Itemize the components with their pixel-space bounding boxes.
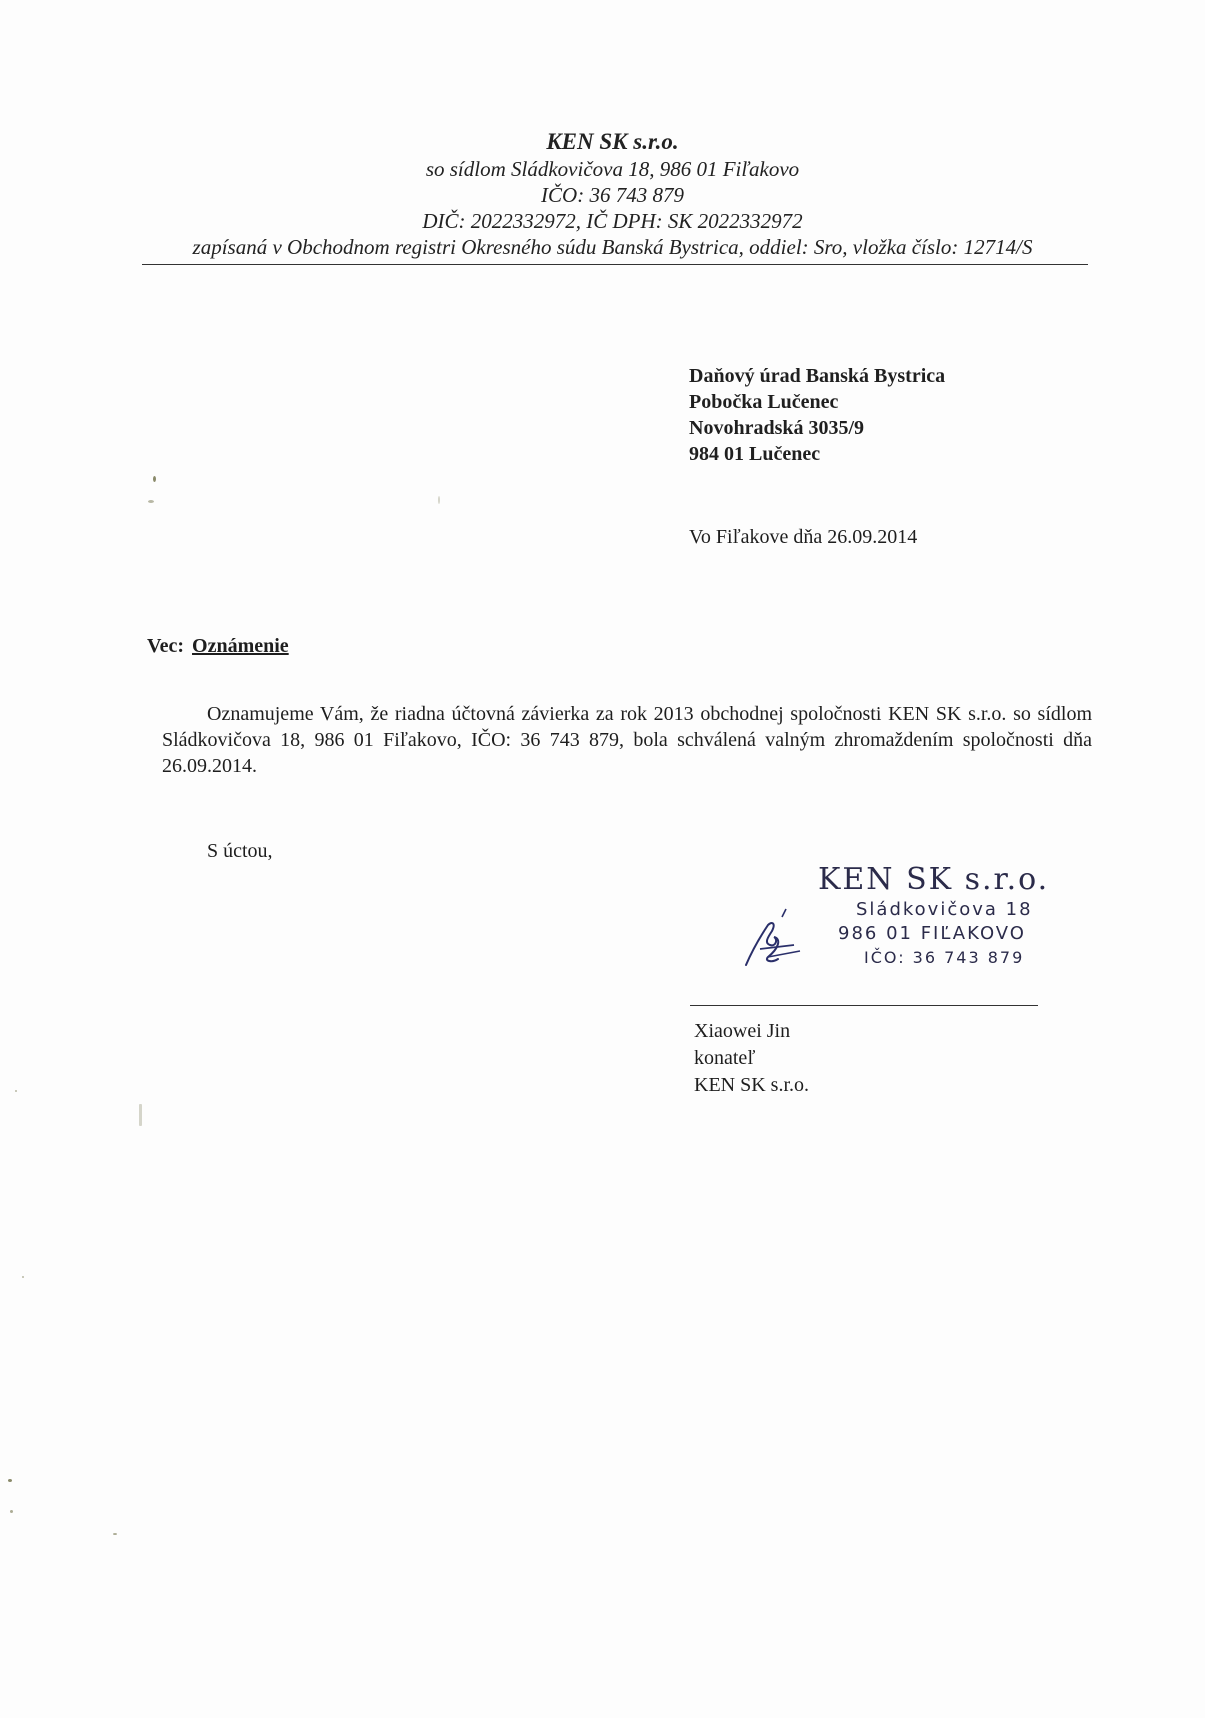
letterhead: [140, 128, 1085, 260]
letterhead-register: zapísaná v Obchodnom registri Okresného súdu Banská Bystrica, oddiel: Sro, vložka číslo: 12714/S: [192, 235, 1033, 259]
signature-line: [690, 1005, 1038, 1006]
place-and-date: Vo Fiľakove dňa 26.09.2014: [689, 526, 918, 548]
body-paragraph: Oznamujeme Vám, že riadna účtovná závierka za rok 2013 obchodnej spoločnosti KEN SK s.r.o. so sídlom Sládkovičova 18, 986 01 Fiľakovo, IČO: 36 743 879, bola schválená valným zhromaždením spoločnosti dňa 26.09.2014.: [162, 703, 1092, 777]
recipient-line: Novohradská 3035/9: [689, 417, 865, 439]
scan-speck: [438, 496, 440, 504]
signer-block: [694, 1018, 809, 1099]
scan-speck: [139, 1104, 142, 1126]
subject-value: Oznámenie: [192, 635, 289, 657]
scan-speck: [8, 1479, 12, 1482]
company-stamp: [818, 862, 1098, 970]
scan-speck: [22, 1276, 24, 1278]
scan-speck: [10, 1510, 13, 1513]
letterhead-company: KEN SK s.r.o.: [546, 129, 679, 154]
recipient-address: [689, 363, 945, 467]
signer-name: Xiaowei Jin: [694, 1020, 791, 1042]
stamp-street: Sládkovičova 18: [856, 899, 1033, 920]
letterhead-divider: [142, 264, 1088, 265]
scan-speck: [148, 500, 154, 503]
scan-speck: [113, 1533, 117, 1535]
handwritten-signature: [738, 905, 808, 975]
letterhead-seat: so sídlom Sládkovičova 18, 986 01 Fiľakovo: [425, 157, 800, 181]
scan-speck: [153, 476, 156, 482]
signer-company: KEN SK s.r.o.: [694, 1074, 810, 1096]
letterhead-ico: IČO: 36 743 879: [541, 183, 684, 207]
closing-salutation: S úctou,: [207, 840, 273, 862]
recipient-line: Daňový úrad Banská Bystrica: [689, 365, 946, 387]
subject-line: [147, 633, 289, 659]
stamp-ico: IČO: 36 743 879: [864, 948, 1025, 967]
stamp-city: 986 01 FIĽAKOVO: [838, 923, 1026, 944]
stamp-company-name: KEN SK s.r.o.: [818, 862, 1050, 897]
signer-role: konateľ: [694, 1047, 756, 1069]
letterhead-dic: DIČ: 2022332972, IČ DPH: SK 2022332972: [422, 209, 803, 233]
subject-label: Vec:: [147, 635, 185, 657]
recipient-line: 984 01 Lučenec: [689, 443, 821, 465]
recipient-line: Pobočka Lučenec: [689, 391, 839, 413]
scan-speck: [15, 1090, 17, 1092]
